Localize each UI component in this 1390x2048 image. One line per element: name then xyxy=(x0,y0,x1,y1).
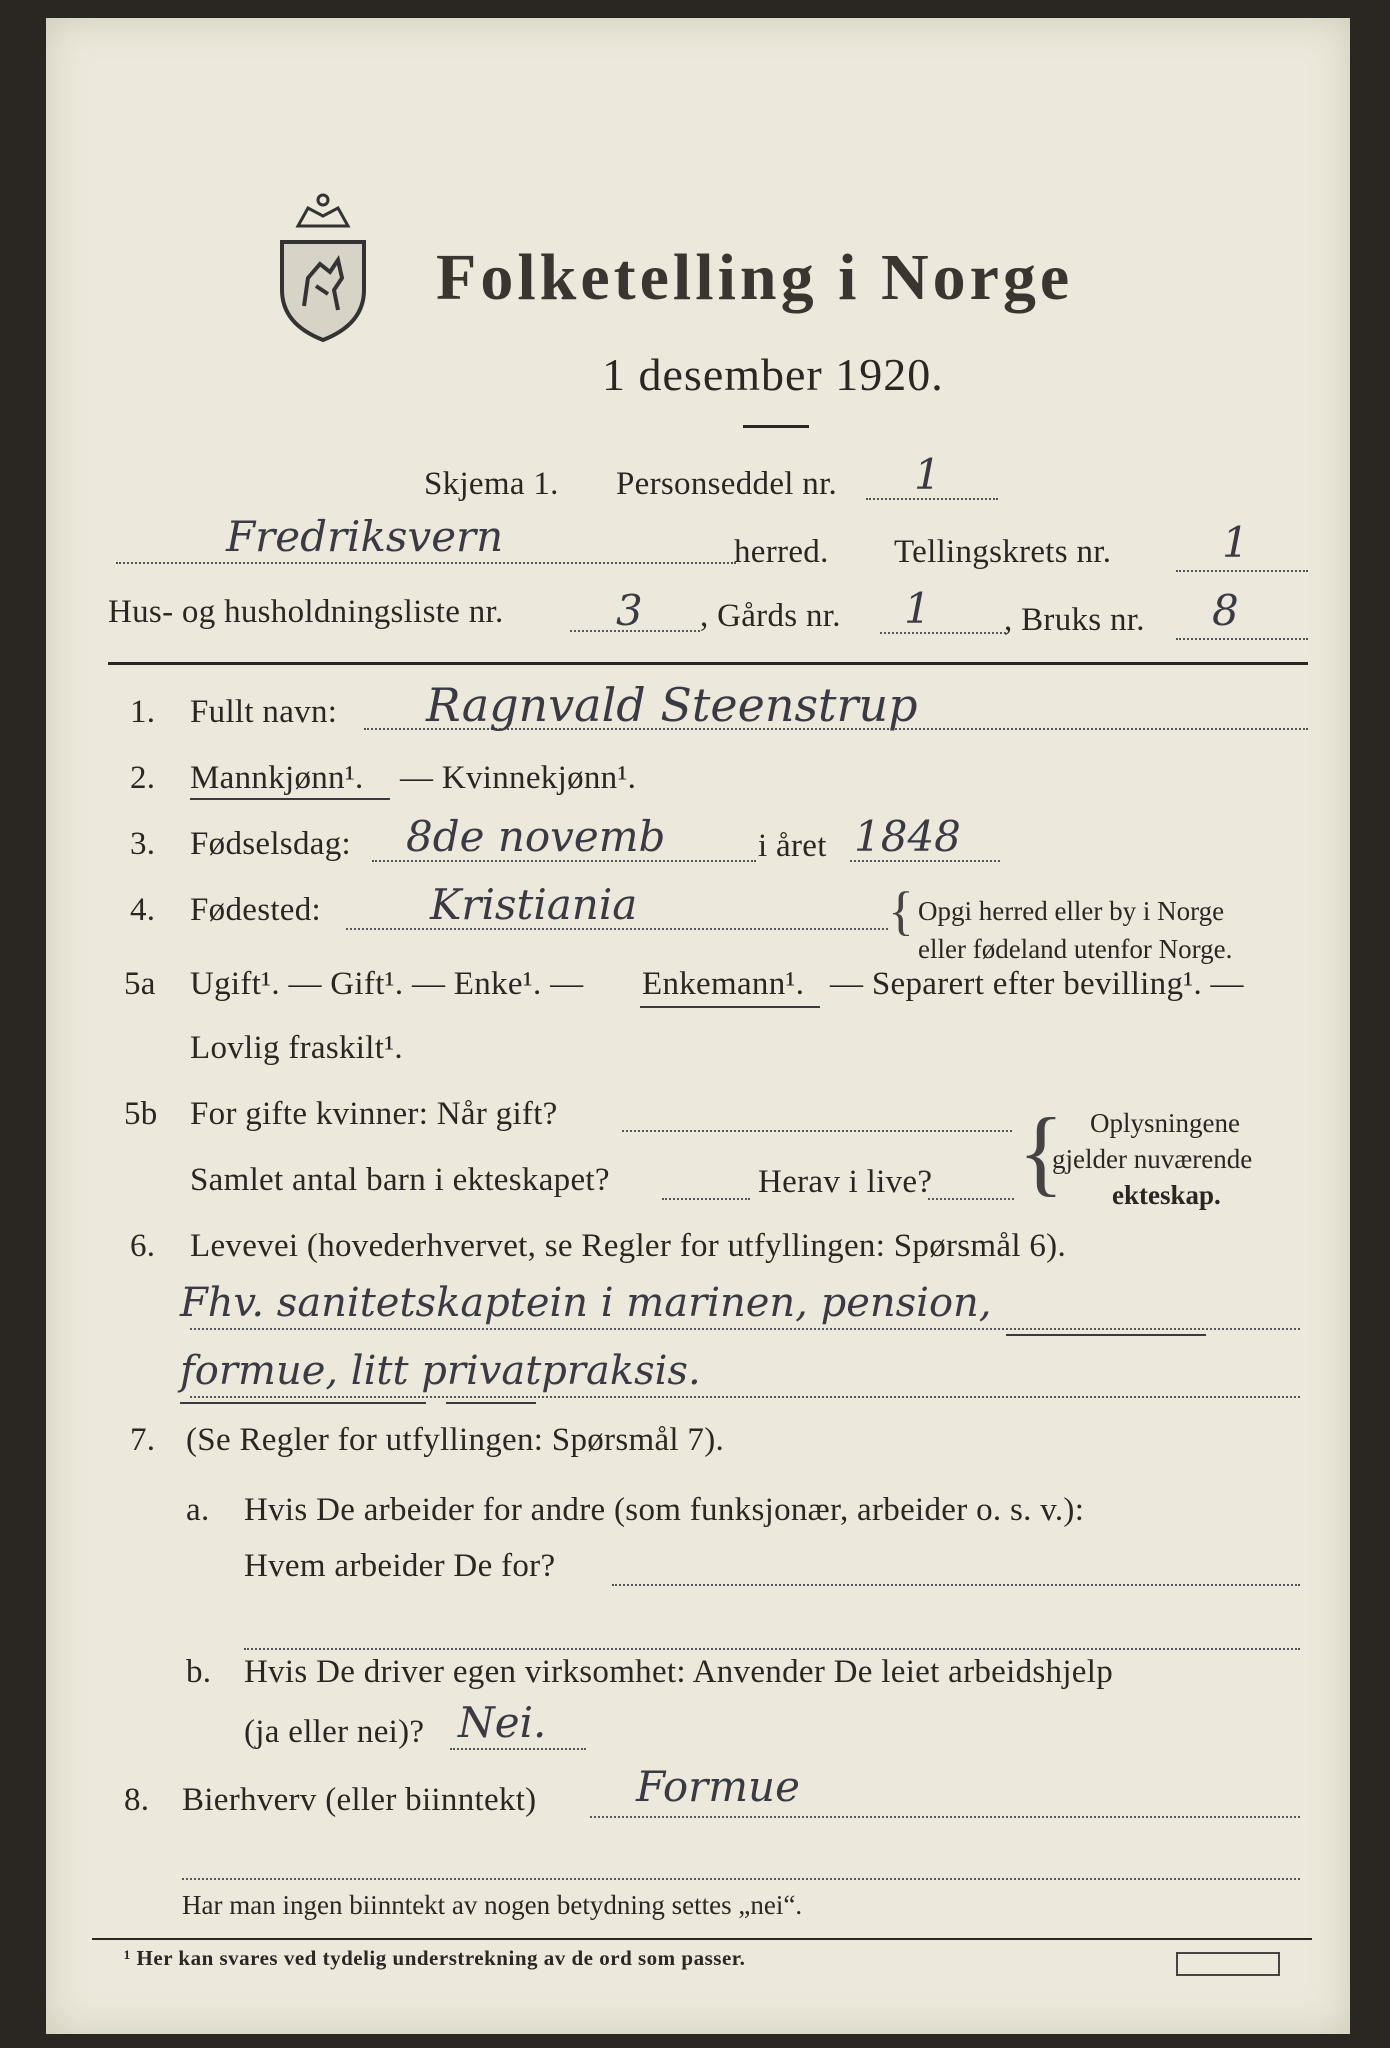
tellingskrets-line xyxy=(1176,570,1308,572)
footnote-rule xyxy=(92,1938,1312,1940)
q5b-note-line2: gjelder nuværende xyxy=(1052,1144,1253,1174)
q5b-married-line xyxy=(622,1130,1012,1132)
footnote: ¹ Her kan svares ved tydelig understrekning av de ord som passer. xyxy=(124,1946,746,1970)
q1-label: Fullt navn: xyxy=(190,694,338,730)
q4-number: 4. xyxy=(130,892,156,928)
gards-label: , Gårds nr. xyxy=(700,598,841,634)
q5a-number: 5a xyxy=(124,966,156,1002)
q6-label: Levevei (hovederhvervet, se Regler for utfyllingen: Spørsmål 6). xyxy=(190,1228,1067,1264)
tellingskrets-label: Tellingskrets nr. xyxy=(894,534,1112,570)
q8-value: Formue xyxy=(636,1762,800,1811)
coat-of-arms-emblem xyxy=(268,186,378,344)
q1-value: Ragnvald Steenstrup xyxy=(426,678,918,732)
q5b-line1: For gifte kvinner: Når gift? xyxy=(190,1096,558,1132)
header-rule xyxy=(108,662,1308,665)
gards-line xyxy=(880,632,1006,634)
personseddel-value: 1 xyxy=(914,450,941,499)
q5b-note-line3: ekteskap. xyxy=(1112,1180,1221,1210)
bruks-line xyxy=(1176,638,1308,640)
herred-line xyxy=(116,562,736,564)
q6-litt-underline xyxy=(446,1402,536,1404)
q6-line1 xyxy=(190,1328,1300,1330)
q5a-lovlig-fraskilt: Lovlig fraskilt¹. xyxy=(190,1030,403,1066)
census-form-sheet xyxy=(46,18,1350,2034)
title-divider xyxy=(743,425,809,428)
q1-number: 1. xyxy=(130,694,156,730)
q7a-extra-line xyxy=(244,1648,1300,1650)
q5b-alive-line xyxy=(928,1198,1014,1200)
skjema-label: Skjema 1. xyxy=(424,466,559,502)
q3-label: Fødselsdag: xyxy=(190,826,351,862)
q7a-line2: Hvem arbeider De for? xyxy=(244,1548,556,1584)
q5a-options-end: — Separert efter bevilling¹. — xyxy=(830,966,1244,1002)
q7-label: (Se Regler for utfyllingen: Spørsmål 7). xyxy=(186,1422,725,1458)
q8-line xyxy=(590,1816,1300,1818)
q5b-alive-label: Herav i live? xyxy=(758,1164,933,1200)
q5b-note-line1: Oplysningene xyxy=(1090,1108,1240,1138)
q7a-employer-line xyxy=(612,1584,1300,1586)
q6-formue-underline xyxy=(180,1402,426,1404)
q8-extra-line xyxy=(182,1878,1300,1880)
q6-value-line1: Fhv. sanitetskaptein i marinen, pension, xyxy=(180,1280,992,1326)
q5b-note-brace: { xyxy=(1018,1098,1065,1205)
q3-number: 3. xyxy=(130,826,156,862)
biinntekt-note: Har man ingen biinntekt av nogen betydning settes „nei“. xyxy=(182,1890,803,1920)
q5b-children-line xyxy=(662,1198,750,1200)
q3-year-label: i året xyxy=(758,828,827,864)
q5b-number: 5b xyxy=(124,1096,158,1132)
q7b-line2: (ja eller nei)? xyxy=(244,1714,425,1750)
form-date: 1 desember 1920. xyxy=(602,349,944,400)
q6-number: 6. xyxy=(130,1228,156,1264)
hus-value: 3 xyxy=(616,586,643,635)
q2-female-option: — Kvinnekjønn¹. xyxy=(400,760,637,796)
q7-number: 7. xyxy=(130,1422,156,1458)
q7b-line1: Hvis De driver egen virksomhet: Anvender De leiet arbeidshjelp xyxy=(244,1654,1114,1690)
q4-note-line1: Opgi herred eller by i Norge xyxy=(918,896,1225,926)
q4-label: Fødested: xyxy=(190,892,322,928)
q4-note-brace: { xyxy=(888,881,914,941)
q3-year-value: 1848 xyxy=(854,812,961,861)
bruks-value: 8 xyxy=(1212,586,1239,635)
q3-day-value: 8de novemb xyxy=(406,812,666,861)
q6-line2 xyxy=(190,1396,1300,1398)
q8-number: 8. xyxy=(124,1782,150,1818)
q7a-line1: Hvis De arbeider for andre (som funksjonær, arbeider o. s. v.): xyxy=(244,1492,1085,1528)
q2-male-option: Mannkjønn¹. xyxy=(190,760,364,796)
q5b-children-label: Samlet antal barn i ekteskapet? xyxy=(190,1162,610,1198)
q2-number: 2. xyxy=(130,760,156,796)
printer-stamp xyxy=(1176,1952,1280,1976)
q5a-enkemann-option: Enkemann¹. xyxy=(642,966,805,1002)
q5a-options-start: Ugift¹. — Gift¹. — Enke¹. — xyxy=(190,966,584,1002)
q4-note-line2: eller fødeland utenfor Norge. xyxy=(918,934,1233,964)
personseddel-label: Personseddel nr. xyxy=(616,466,838,502)
q6-pension-underline xyxy=(1006,1334,1206,1336)
q2-male-underline xyxy=(190,798,390,800)
q5a-enkemann-underline xyxy=(640,1006,820,1008)
gards-value: 1 xyxy=(904,584,931,633)
q4-value: Kristiania xyxy=(430,880,638,929)
form-title: Folketelling i Norge xyxy=(436,241,1074,314)
tellingskrets-value: 1 xyxy=(1222,518,1249,567)
q7b-letter: b. xyxy=(186,1654,212,1690)
q6-value-line2: formue, litt privatpraksis. xyxy=(180,1348,701,1394)
hus-label: Hus- og husholdningsliste nr. xyxy=(108,594,504,630)
bruks-label: , Bruks nr. xyxy=(1004,602,1145,638)
q7a-letter: a. xyxy=(186,1492,210,1528)
herred-label: herred. xyxy=(734,534,829,570)
q7b-answer-line xyxy=(450,1748,586,1750)
herred-value: Fredriksvern xyxy=(226,512,504,561)
q8-label: Bierhverv (eller biinntekt) xyxy=(182,1782,537,1818)
q7b-value: Nei. xyxy=(458,1698,547,1747)
